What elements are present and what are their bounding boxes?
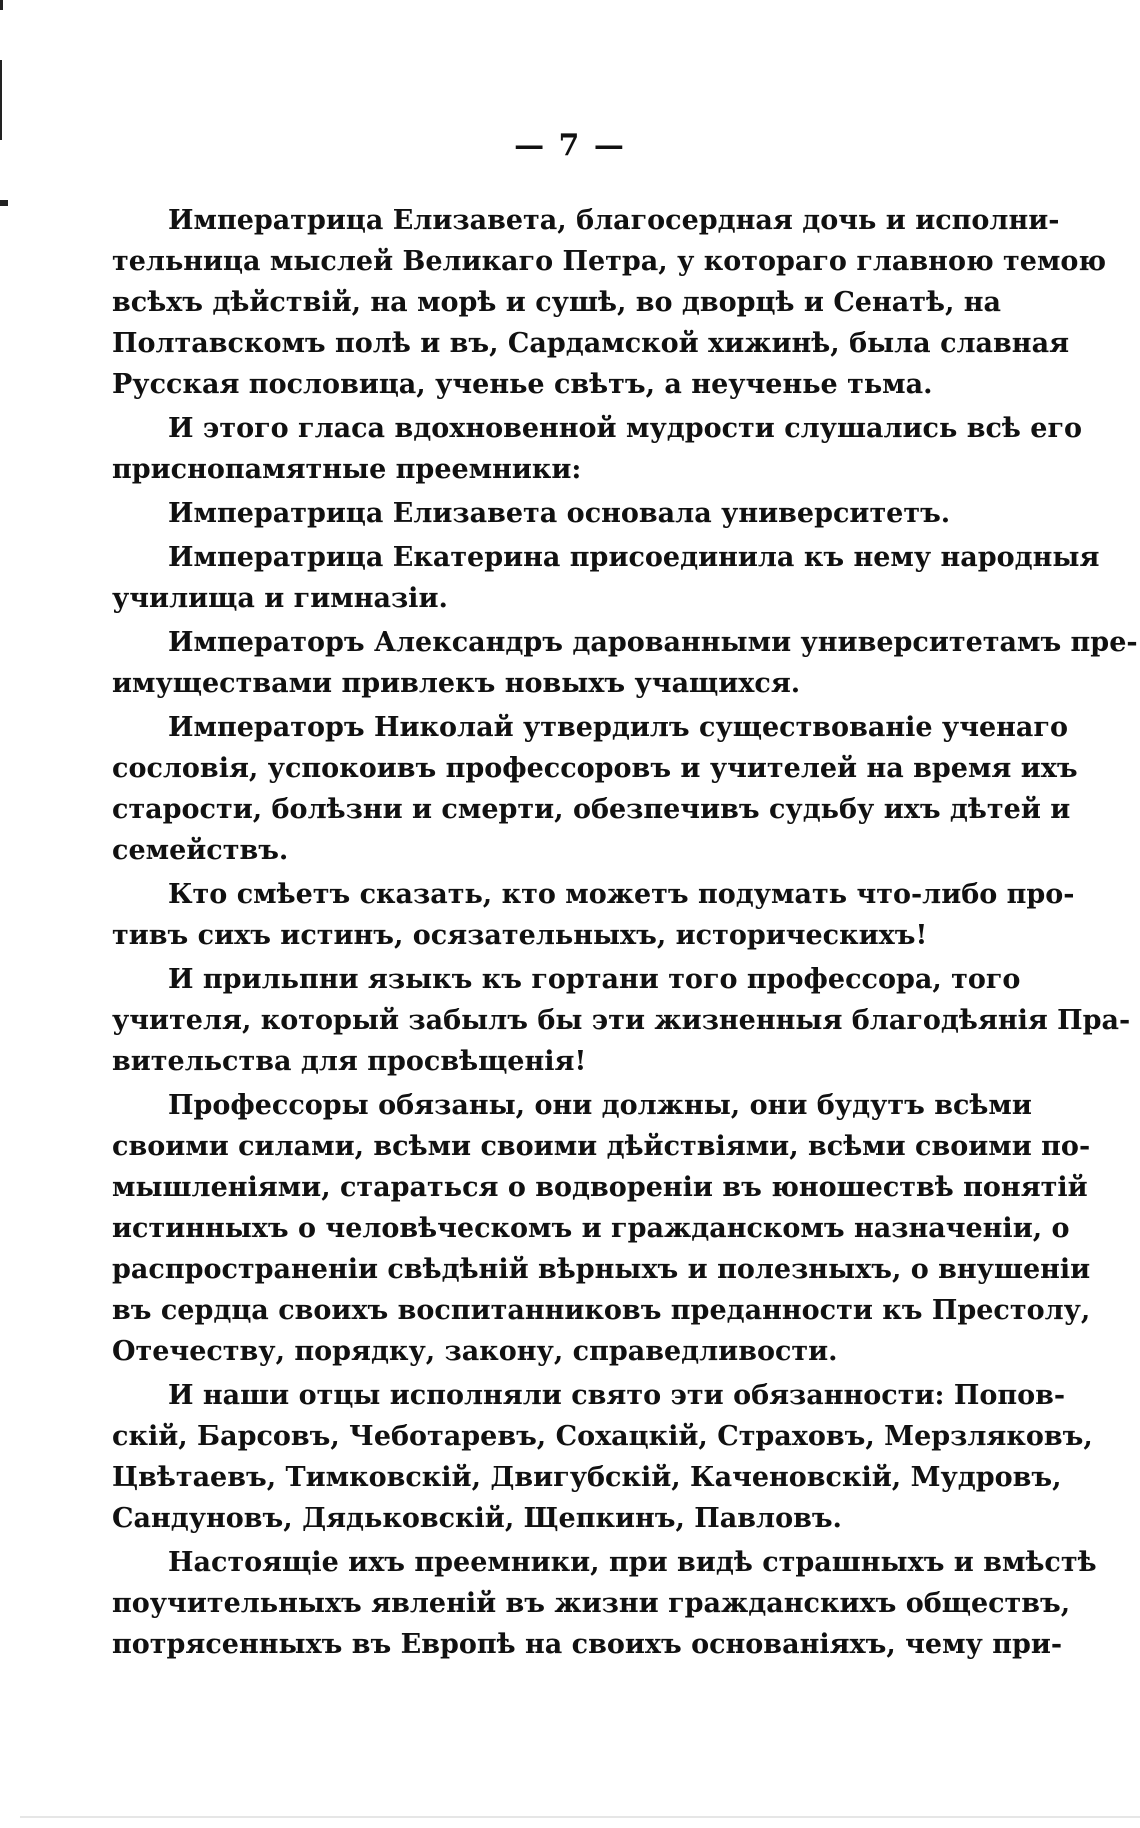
paragraph (112, 707, 1078, 871)
text-line: Цвѣтаевъ, Тимковскій, Двигубскій, Каченовскій, Мудровъ, (112, 1462, 1062, 1493)
text-line: Императрица Елизавета, благосердная дочь и исполни- (168, 205, 1060, 236)
text-line: Отечеству, порядку, закону, справедливости. (112, 1336, 838, 1367)
text-line: семействъ. (112, 835, 289, 866)
text-line: своими силами, всѣми своими дѣйствіями, всѣми своими по- (112, 1131, 1091, 1162)
text-line: сословія, успокоивъ профессоровъ и учителей на время ихъ (112, 753, 1078, 784)
paragraph (112, 1375, 1093, 1539)
paragraph (112, 537, 1100, 619)
text-line: имуществами привлекъ новыхъ учащихся. (112, 668, 801, 699)
paragraph (112, 408, 1083, 490)
paragraph (112, 874, 1075, 956)
text-line: Кто смѣетъ сказать, кто можетъ подумать что-либо про- (168, 879, 1075, 910)
text-line: Настоящіе ихъ преемники, при видѣ страшныхъ и вмѣстѣ (168, 1547, 1097, 1578)
text-line: приснопамятные преемники: (112, 454, 582, 485)
page-bottom-edge (20, 1816, 1140, 1818)
text-line: потрясенныхъ въ Европѣ на своихъ основаніяхъ, чему при- (112, 1629, 1063, 1660)
text-line: тивъ сихъ истинъ, осязательныхъ, историческихъ! (112, 920, 928, 951)
text-line: училища и гимназіи. (112, 583, 448, 614)
text-line: И прильпни языкъ къ гортани того профессора, того (168, 964, 1021, 995)
text-line: Императрица Екатерина присоединила къ нему народныя (168, 542, 1100, 573)
text-line: распространеніи свѣдѣній вѣрныхъ и полезныхъ, о внушеніи (112, 1254, 1091, 1285)
paragraph (112, 1542, 1097, 1665)
text-line: И наши отцы исполняли свято эти обязанности: Попов- (168, 1380, 1066, 1411)
text-line: Сандуновъ, Дядьковскій, Щепкинъ, Павловъ. (112, 1503, 842, 1534)
text-line: мышленіями, стараться о водвореніи въ юношествѣ понятій (112, 1172, 1088, 1203)
paragraph (112, 622, 1138, 704)
scan-edge-mark (0, 200, 8, 206)
text-line: въ сердца своихъ воспитанниковъ преданности къ Престолу, (112, 1295, 1091, 1326)
text-line: И этого гласа вдохновенной мудрости слушались всѣ его (168, 413, 1083, 444)
text-line: Профессоры обязаны, они должны, они будутъ всѣми (168, 1090, 1032, 1121)
text-line: Императоръ Николай утвердилъ существованіе ученаго (168, 712, 1068, 743)
paragraph (112, 493, 964, 534)
text-line: всѣхъ дѣйствій, на морѣ и сушѣ, во дворцѣ и Сенатѣ, на (112, 287, 1002, 318)
paragraph (112, 959, 1131, 1082)
text-line: поучительныхъ явленій въ жизни гражданскихъ обществъ, (112, 1588, 1071, 1619)
scan-edge-mark (0, 0, 3, 10)
text-line: учителя, который забылъ бы эти жизненныя благодѣянія Пра- (112, 1005, 1131, 1036)
text-line: Полтавскомъ полѣ и въ, Сардамской хижинѣ, была славная (112, 328, 1070, 359)
text-line: скій, Барсовъ, Чеботаревъ, Сохацкій, Страховъ, Мерзляковъ, (112, 1421, 1093, 1452)
text-line: истинныхъ о человѣческомъ и гражданскомъ назначеніи, о (112, 1213, 1070, 1244)
text-line: Императрица Елизавета основала университетъ. (168, 498, 951, 529)
paragraph (112, 200, 1107, 405)
text-line: Императоръ Александръ дарованными университетамъ пре- (168, 627, 1138, 658)
text-line: Русская пословица, ученье свѣтъ, а неученье тьма. (112, 369, 933, 400)
body-text (112, 200, 1138, 1668)
text-line: старости, болѣзни и смерти, обезпечивъ судьбу ихъ дѣтей и (112, 794, 1071, 825)
paragraph (112, 1085, 1091, 1372)
text-line: вительства для просвѣщенія! (112, 1046, 587, 1077)
text-line: тельница мыслей Великаго Петра, у котораго главною темою (112, 246, 1107, 277)
page-number: — 7 — (514, 128, 626, 163)
